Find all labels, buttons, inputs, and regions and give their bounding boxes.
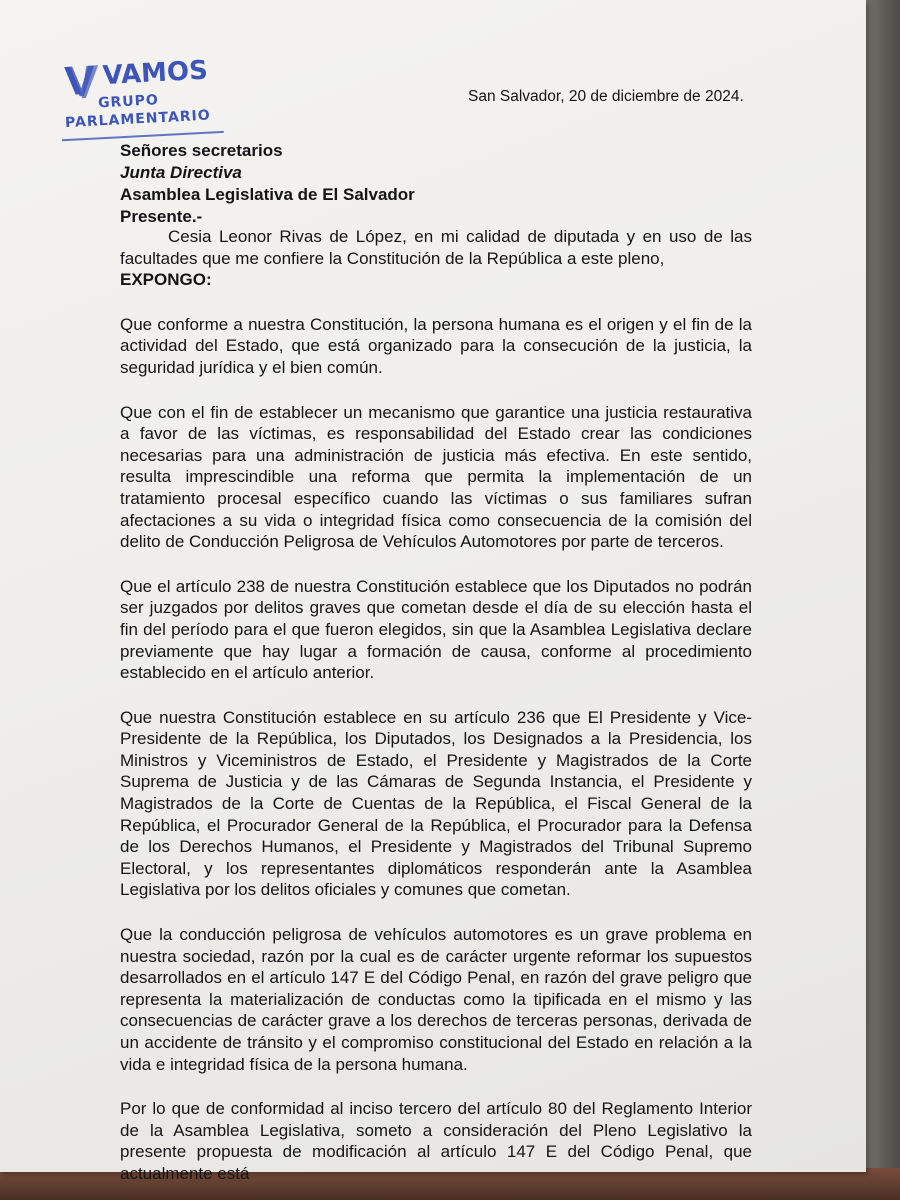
party-logo-stamp [56, 51, 230, 150]
recipient-line-2: Junta Directiva [120, 163, 242, 182]
body-paragraph-1: Que conforme a nuestra Constitución, la persona humana es el origen y el fin de la actividad del Estado, que está organizado para la consecución de la justicia, la seguridad jurídica y el bien común. [120, 314, 752, 377]
logo-title: VAMOS [101, 55, 209, 92]
logo-subtitle-parlamentario: PARLAMENTARIO [64, 107, 212, 132]
body-paragraph-3: Que el artículo 238 de nuestra Constitución establece que los Diputados no podrán ser juzgados por delitos graves que cometan desde el día de su elección hasta el fin del período para el que fueron elegidos, sin que la Asamblea Legislativa declare previamente que hay lugar a formación de causa, conforme al procedimiento establecido en el artículo anterior. [120, 576, 752, 683]
recipient-line-4: Presente.- [120, 207, 203, 226]
logo-subtitle-grupo: GRUPO [97, 92, 160, 112]
recipient-line-1: Señores secretarios [120, 141, 283, 160]
body-paragraph-2: Que con el fin de establecer un mecanismo que garantice una justicia restaurativa a favor de las víctimas, es responsabilidad del Estado crear las condiciones necesarias para una administración de justicia más efectiva. En este sentido, resulta imprescindible una reforma que permita la implementación de un tratamiento procesal específico cuando las víctimas o sus familiares sufran afectaciones a su vida o integridad física como consecuencia de la comisión del delito de Conducción Peligrosa de Vehículos Automotores por parte de terceros. [120, 402, 752, 552]
recipient-line-3: Asamblea Legislativa de El Salvador [120, 185, 415, 204]
background-surface [860, 0, 900, 1200]
intro-bold-heading: EXPONGO: [120, 270, 212, 290]
intro-paragraph [120, 226, 752, 291]
body-paragraph-5: Que la conducción peligrosa de vehículos automotores es un grave problema en nuestra sociedad, razón por la cual es de carácter urgente reformar los supuestos desarrollados en el artículo 147 E del Código Penal, en razón del grave peligro que representa la materialización de conductas como la tipificada en el mismo y las consecuencias de carácter grave a los derechos de terceras personas, derivada de un accidente de tránsito y el compromiso constitucional del Estado en relación a la vida e integridad física de la persona humana. [120, 925, 752, 1074]
body-paragraph-6: Por lo que de conformidad al inciso tercero del artículo 80 del Reglamento Interior de la Asamblea Legislativa, someto a consideración del Pleno Legislativo la presente propuesta de modificación al artículo 147 E del Código Penal, que actualmente está [120, 1099, 752, 1183]
letter-body [120, 226, 752, 1200]
intro-text: Cesia Leonor Rivas de López, en mi calidad de diputada y en uso de las facultades que me confiere la Constitución de la República a este pleno, [120, 227, 752, 268]
letter-date: San Salvador, 20 de diciembre de 2024. [468, 88, 744, 105]
body-paragraph-4: Que nuestra Constitución establece en su artículo 236 que El Presidente y Vice-Presidente de la República, los Diputados, los Designados a la Presidencia, los Ministros y Viceministros de Estado, el Presidente y Magistrados de la Corte Suprema de Justicia y de las Cámaras de Segunda Instancia, el Presidente y Magistrados de la Corte de Cuentas de la República, el Fiscal General de la República, el Procurador General de la República, el Procurador para la Defensa de los Derechos Humanos, el Presidente y Magistrados del Tribunal Supremo Electoral, y los representantes diplomáticos responderán ante la Asamblea Legislativa por los delitos oficiales y comunes que cometan. [120, 707, 752, 900]
recipient-block [120, 140, 415, 228]
